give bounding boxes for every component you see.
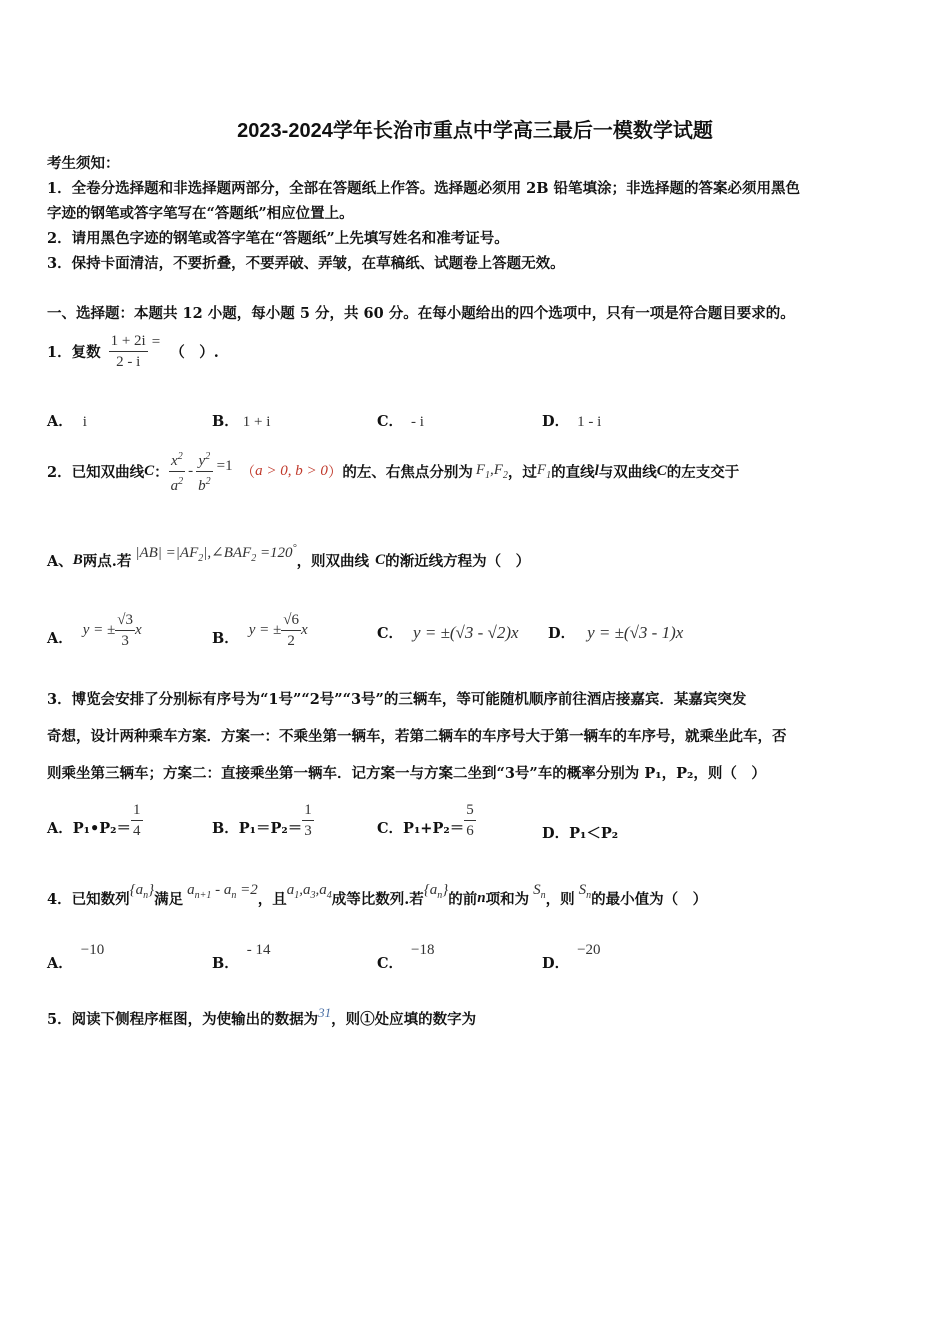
q2-x-fraction: $\frac{x^2}{a^2}$ [169, 447, 186, 496]
q5-value: 31 [318, 1004, 332, 1020]
question-2-line-1: 2．已知双曲线 C ： $\frac{x^2}{a^2}$ - $\frac{y^2}{b^2}$ =1 （ a > 0, b > 0 ） 的左、右焦点分别为 $F_1,F_2$ ，过 $F_1$ 的直线 l 与双曲线 C 的左支交于 [47, 445, 739, 497]
section-heading: 一、选择题：本题共 12 小题，每小题 5 分，共 60 分。在每小题给出的四个选项中，只有一项是符合题目要求的。 [47, 305, 795, 322]
q4-option-c: C．−18 [377, 942, 435, 972]
q1-numerator: 1 + 2i [109, 331, 148, 352]
question-3-line-2: 奇想，设计两种乘车方案．方案一：不乘坐第一辆车，若第二辆车的车序号大于第一辆车的车序号，就乘坐此车，否 [47, 728, 787, 745]
notice-item-2: 2．请用黑色字迹的钢笔或答字笔在“答题纸”上先填写姓名和准考证号。 [47, 230, 509, 247]
q1-option-c: C． - i [377, 413, 424, 430]
q2-option-c: C． y = ±(√3 - √2)x [377, 622, 519, 642]
q2-option-b: B． y = ± $\frac{√6}{2}$ x [212, 611, 308, 649]
q3-option-d: D．P₁＜P₂ [542, 825, 619, 842]
q2-option-d: D． y = ±(√3 - 1)x [548, 622, 684, 642]
question-5: 5．阅读下侧程序框图，为使输出的数据为 31 ，则①处应填的数字为 [47, 1004, 477, 1028]
q1-prefix: 1．复数 [47, 343, 101, 361]
question-3-line-1: 3．博览会安排了分别标有序号为“1号”“2号”“3号”的三辆车，等可能随机顺序前往酒店接嘉宾．某嘉宾突发 [47, 691, 747, 708]
q1-equals: = [151, 333, 161, 350]
q2-y-fraction: $\frac{y^2}{b^2}$ [196, 447, 213, 496]
q1-fraction [109, 331, 148, 372]
q3-option-c: C．P₁+P₂＝ $\frac{5}{6}$ [377, 801, 474, 839]
q2-condition: a > 0, b > 0 [255, 462, 328, 479]
q4-option-a: A．−10 [47, 942, 105, 972]
notice-heading: 考生须知： [47, 155, 120, 172]
q1-denominator: 2 - i [116, 353, 141, 370]
q3-option-a: A．P₁•P₂＝ $\frac{1}{4}$ [47, 801, 141, 839]
page-title: 2023-2024学年长治市重点中学高三最后一模数学试题 [237, 120, 713, 142]
question-2-line-2: A、 B 两点.若 $|AB| =|AF_2|,\angle BAF_2 =120^\circ$ ，则双曲线 C 的渐近线方程为（ ） [47, 542, 531, 570]
q4-option-b: B．- 14 [212, 942, 271, 972]
notice-item-3: 3．保持卡面清洁，不要折叠，不要弄破、弄皱，在草稿纸、试题卷上答题无效。 [47, 255, 565, 272]
q2-option-a: A． y = ± $\frac{√3}{3}$ x [47, 611, 142, 649]
q1-option-b: B． 1 + i [212, 413, 271, 430]
question-4: 4．已知数列 $\{a_n\}$ 满足 $a_{n+1} - a_n =2$ ，且 $a_1,a_3,a_4$ 成等比数列.若 $\{a_n\}$ 的前 n 项和为 $S_n$ ，则 $S_n$ 的最小值为（ ） [47, 881, 708, 908]
q1-option-d: D． 1 - i [542, 413, 602, 430]
q1-option-a: A． i [47, 413, 87, 430]
q4-option-d: D．−20 [542, 942, 601, 972]
question-1 [47, 326, 219, 376]
notice-item-1-line-2: 字迹的钢笔或答字笔写在“答题纸”相应位置上。 [47, 205, 354, 222]
notice-item-1-line-1: 1．全卷分选择题和非选择题两部分，全部在答题纸上作答。选择题必须用 2B 铅笔填涂；非选择题的答案必须用黑色 [47, 180, 801, 197]
q3-option-b: B．P₁＝P₂＝ $\frac{1}{3}$ [212, 801, 312, 839]
question-3-line-3: 则乘坐第三辆车；方案二：直接乘坐第一辆车．记方案一与方案二坐到“3号”车的概率分别为 P₁，P₂，则（ ） [47, 765, 766, 782]
q1-suffix: （ ）. [170, 343, 219, 361]
